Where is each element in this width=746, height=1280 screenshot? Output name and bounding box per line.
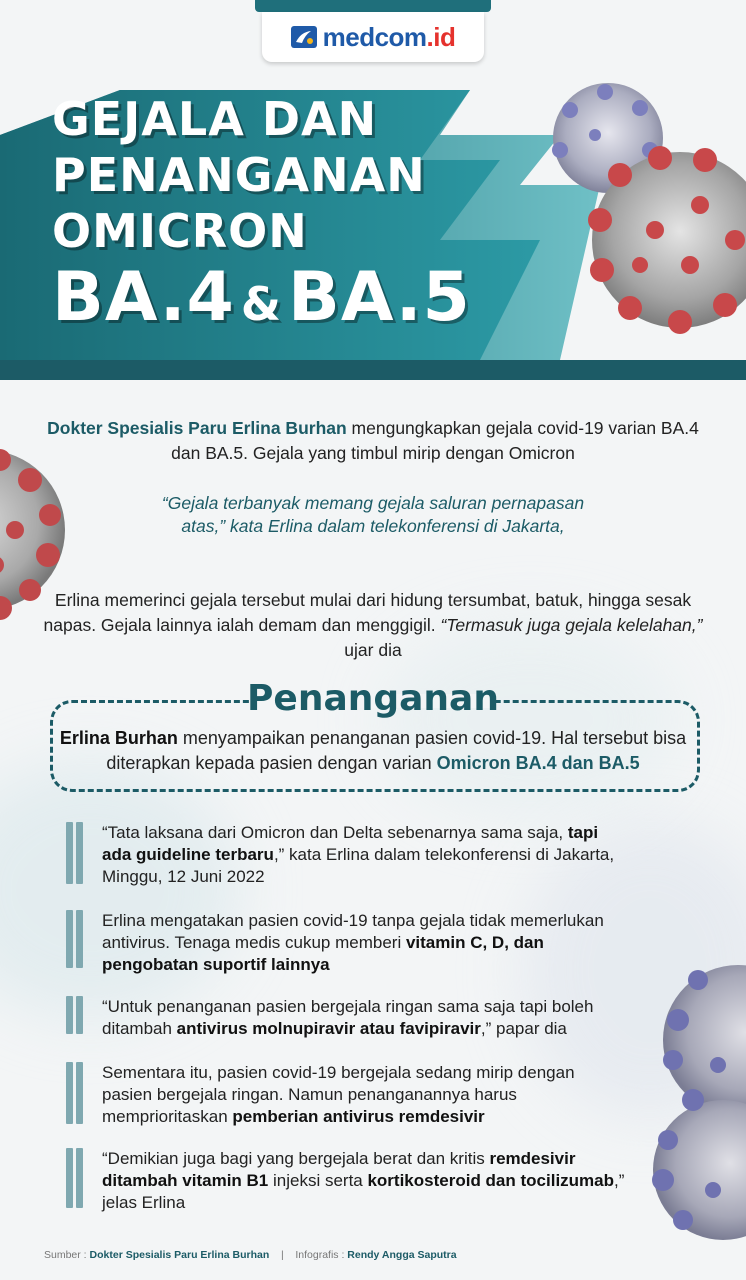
list-item [66,996,626,1038]
list-item [66,822,626,884]
brand-wordmark: medcom.id [322,21,456,52]
header [0,0,746,380]
penanganan-heading: Penanganan [247,678,499,719]
virus-illustration-bottom-right [628,950,746,1250]
bg-wash [0,760,240,1020]
title-line-3: OMICRON [52,204,308,258]
quote-bars-icon [66,1148,86,1208]
symptoms-paragraph: Erlina memerinci gejala tersebut mulai dari hidung tersumbat, batuk, hingga sesak napas. Gejala lainnya ialah demam dan menggigil. “Termasuk juga gejala kelelahan,” ujar dia [43,590,703,660]
intro-quote: “Gejala terbanyak memang gejala saluran pernapasan atas,” kata Erlina dalam telekonferensi di Jakarta, [161,493,585,536]
list-item [66,1148,626,1212]
quote-bars-icon [66,1062,86,1124]
list-item [66,910,626,974]
list-item-text: “Tata laksana dari Omicron dan Delta sebenarnya sama saja, tapi ada guideline terbaru,” kata Erlina dalam telekonferensi di Jakarta, Minggu, 12 Juni 2022 [102,823,615,886]
title-line-4: BA.4 &BA.5 [52,258,471,337]
medcom-logo-icon [291,26,317,48]
header-bottom-bar [0,360,746,380]
title-line-1: GEJALA DAN [52,92,378,146]
quote-bars-icon [66,822,86,884]
list-item-text: “Demikian juga bagi yang bergejala berat dan kritis remdesivir ditambah vitamin B1 injeksi serta kortikosteroid dan tocilizumab,” jelas Erlina [102,1149,625,1212]
list-item-text: Sementara itu, pasien covid-19 bergejala sedang mirip dengan pasien bergejala ringan. Namun penanganannya harus memprioritaskan pemberian antivirus remdesivir [102,1063,575,1126]
list-item-text: Erlina mengatakan pasien covid-19 tanpa gejala tidak memerlukan antivirus. Tenaga medis cukup memberi vitamin C, D, dan pengobatan suportif lainnya [102,911,604,974]
intro-paragraph: Dokter Spesialis Paru Erlina Burhan mengungkapkan gejala covid-19 varian BA.4 dan BA.5. Gejala yang timbul mirip dengan Omicron [47,418,699,463]
quote-bars-icon [66,910,86,968]
list-item [66,1062,626,1124]
title-line-2: PENANGANAN [52,148,426,202]
source-credit: Sumber : Dokter Spesialis Paru Erlina Burhan | Infografis : Rendy Angga Saputra [44,1249,457,1261]
top-accent-bar [255,0,491,12]
brand-logo [262,12,484,62]
virus-illustration-header [540,80,746,340]
penanganan-summary: Erlina Burhan menyampaikan penanganan pasien covid-19. Hal tersebut bisa diterapkan kepada pasien dengan varian Omicron BA.4 dan BA.5 [59,728,687,773]
quote-bars-icon [66,996,86,1034]
list-item-text: “Untuk penanganan pasien bergejala ringan sama saja tapi boleh ditambah antivirus molnupiravir atau favipiravir,” papar dia [102,997,594,1038]
